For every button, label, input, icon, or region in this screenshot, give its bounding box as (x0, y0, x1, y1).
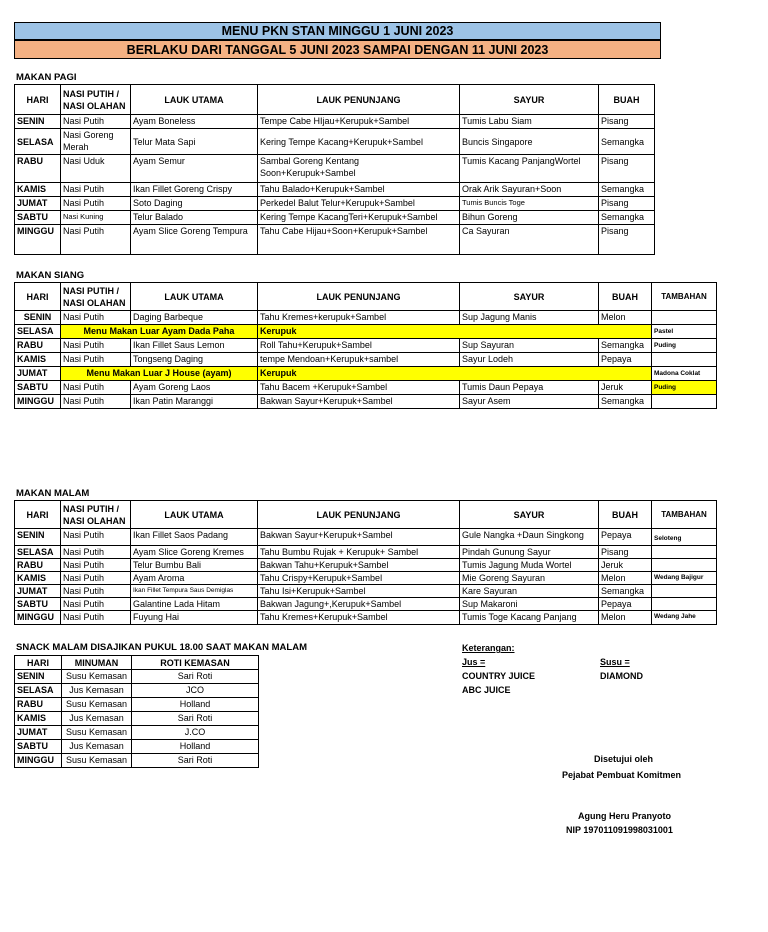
cell-buah: Pisang (599, 546, 652, 559)
table-row (15, 712, 259, 726)
cell-lauk: Soto Daging (131, 197, 258, 211)
cell-nasi: Nasi Putih (61, 395, 131, 409)
cell-sayur: Sup Sayuran (460, 339, 599, 353)
table-row (15, 726, 259, 740)
col-buah: BUAH (599, 283, 652, 311)
cell-hari: RABU (15, 155, 61, 183)
cell-tambahan: Wedang Jahe (652, 611, 717, 625)
cell-tambahan: Wedang Bajigur (652, 572, 717, 585)
susu-label: Susu = (600, 657, 630, 667)
cell-buah: Semangka (599, 183, 655, 197)
table-row (15, 740, 259, 754)
cell-lauk: Tongseng Daging (131, 353, 258, 367)
cell-penunjang: Tahu Isi+Kerupuk+Sambel (258, 585, 460, 598)
cell-tambahan (652, 395, 717, 409)
cell-hari: SELASA (15, 684, 62, 698)
table-row (15, 155, 655, 183)
cell-lauk: Ikan Fillet Saos Padang (131, 529, 258, 546)
cell-lauk: Galantine Lada Hitam (131, 598, 258, 611)
cell-sayur: Sup Makaroni (460, 598, 599, 611)
cell-minuman: Jus Kemasan (62, 740, 132, 754)
cell-hari: JUMAT (15, 585, 61, 598)
cell-hari: MINGGU (15, 611, 61, 625)
cell-sayur: Ca Sayuran (460, 225, 599, 255)
col-sayur: SAYUR (460, 283, 599, 311)
cell-hari: SENIN (15, 529, 61, 546)
col-sayur: SAYUR (460, 85, 599, 115)
cell-nasi: Nasi Putih (61, 225, 131, 255)
cell-buah: Pepaya (599, 529, 652, 546)
cell-sayur: Tumis Buncis Toge (460, 197, 599, 211)
cell-hari: SABTU (15, 381, 61, 395)
cell-penunjang: Perkedel Balut Telur+Kerupuk+Sambel (258, 197, 460, 211)
cell-lauk: Telur Mata Sapi (131, 129, 258, 155)
cell-nasi: Nasi Putih (61, 546, 131, 559)
cell-hari: SENIN (15, 115, 61, 129)
cell-penunjang: Tahu Kremes+Kerupuk+Sambel (258, 611, 460, 625)
cell-hari: SELASA (15, 325, 61, 339)
cell-menu-luar: Menu Makan Luar J House (ayam) (61, 367, 258, 381)
table-row (15, 598, 717, 611)
table-snack (14, 655, 259, 768)
cell-penunjang: Kerupuk (258, 325, 652, 339)
cell-penunjang: Bakwan Sayur+Kerupuk+Sambel (258, 529, 460, 546)
cell-sayur: Tumis Jagung Muda Wortel (460, 559, 599, 572)
cell-sayur: Bihun Goreng (460, 211, 599, 225)
section-title-pagi: MAKAN PAGI (16, 72, 77, 83)
cell-buah: Semangka (599, 339, 652, 353)
cell-buah: Semangka (599, 129, 655, 155)
cell-sayur: Kare Sayuran (460, 585, 599, 598)
cell-nasi: Nasi Kuning (61, 211, 131, 225)
cell-penunjang: Tahu Crispy+Kerupuk+Sambel (258, 572, 460, 585)
cell-menu-luar: Menu Makan Luar Ayam Dada Paha (61, 325, 258, 339)
cell-nasi: Nasi Putih (61, 611, 131, 625)
cell-hari: SABTU (15, 740, 62, 754)
table-row (15, 225, 655, 255)
cell-penunjang: tempe Mendoan+Kerupuk+sambel (258, 353, 460, 367)
col-nasi: NASI PUTIH / NASI OLAHAN (61, 85, 131, 115)
cell-hari: KAMIS (15, 353, 61, 367)
cell-roti: Sari Roti (132, 670, 259, 684)
cell-buah: Jeruk (599, 559, 652, 572)
cell-hari: KAMIS (15, 572, 61, 585)
cell-nasi: Nasi Putih (61, 311, 131, 325)
table-row (15, 529, 717, 546)
jus-brand-1: COUNTRY JUICE (462, 671, 536, 681)
cell-tambahan (652, 559, 717, 572)
cell-penunjang: Kering Tempe Kacang+Kerupuk+Sambel (258, 129, 460, 155)
cell-penunjang: Tahu Balado+Kerupuk+Sambel (258, 183, 460, 197)
cell-lauk: Ikan Fillet Goreng Crispy (131, 183, 258, 197)
cell-buah: Pisang (599, 115, 655, 129)
cell-lauk: Fuyung Hai (131, 611, 258, 625)
cell-hari: JUMAT (15, 367, 61, 381)
col-hari: HARI (15, 501, 61, 529)
col-hari: HARI (15, 656, 62, 670)
cell-penunjang: Tahu Bumbu Rujak + Kerupuk+ Sambel (258, 546, 460, 559)
cell-tambahan (652, 585, 717, 598)
cell-nasi: Nasi Putih (61, 381, 131, 395)
cell-buah: Melon (599, 311, 652, 325)
cell-lauk: Ikan Patin Maranggi (131, 395, 258, 409)
table-siang (14, 282, 717, 409)
col-buah: BUAH (599, 85, 655, 115)
cell-buah: Melon (599, 572, 652, 585)
cell-sayur: Gule Nangka +Daun Singkong (460, 529, 599, 546)
cell-hari: MINGGU (15, 225, 61, 255)
table-row (15, 395, 717, 409)
col-lauk-utama: LAUK UTAMA (131, 501, 258, 529)
col-hari: HARI (15, 85, 61, 115)
col-hari: HARI (15, 283, 61, 311)
cell-buah: Pepaya (599, 598, 652, 611)
cell-sayur: Tumis Toge Kacang Panjang (460, 611, 599, 625)
table-row (15, 211, 655, 225)
table-row (15, 698, 259, 712)
table-row (15, 367, 717, 381)
cell-roti: Sari Roti (132, 754, 259, 768)
cell-buah: Semangka (599, 211, 655, 225)
cell-hari: RABU (15, 339, 61, 353)
approver-name: Agung Heru Pranyoto (578, 811, 672, 821)
col-roti: ROTI KEMASAN (132, 656, 259, 670)
cell-minuman: Susu Kemasan (62, 670, 132, 684)
cell-hari: RABU (15, 698, 62, 712)
col-minuman: MINUMAN (62, 656, 132, 670)
table-row (15, 572, 717, 585)
cell-lauk: Ayam Semur (131, 155, 258, 183)
cell-lauk: Ayam Slice Goreng Kremes (131, 546, 258, 559)
cell-buah: Pisang (599, 225, 655, 255)
col-sayur: SAYUR (460, 501, 599, 529)
section-title-malam: MAKAN MALAM (16, 488, 90, 499)
cell-minuman: Susu Kemasan (62, 726, 132, 740)
cell-buah: Semangka (599, 585, 652, 598)
cell-roti: Sari Roti (132, 712, 259, 726)
col-buah: BUAH (599, 501, 652, 529)
cell-lauk: Ikan Fillet Tempura Saus Demiglas (131, 585, 258, 598)
cell-sayur: Pindah Gunung Sayur (460, 546, 599, 559)
cell-nasi: Nasi Putih (61, 183, 131, 197)
approval-line2: Pejabat Pembuat Komitmen (562, 770, 682, 780)
col-tambahan: TAMBAHAN (652, 501, 717, 529)
table-row (15, 611, 717, 625)
table-pagi (14, 84, 655, 255)
table-row (15, 115, 655, 129)
cell-minuman: Susu Kemasan (62, 754, 132, 768)
cell-roti: JCO (132, 684, 259, 698)
cell-penunjang: Kering Tempe KacangTeri+Kerupuk+Sambel (258, 211, 460, 225)
cell-lauk: Daging Barbeque (131, 311, 258, 325)
cell-tambahan (652, 598, 717, 611)
cell-sayur: Sayur Asem (460, 395, 599, 409)
cell-penunjang: Tahu Kremes+kerupuk+Sambel (258, 311, 460, 325)
cell-penunjang: Tahu Bacem +Kerupuk+Sambel (258, 381, 460, 395)
cell-sayur: Sayur Lodeh (460, 353, 599, 367)
cell-hari: SENIN (15, 670, 62, 684)
table-row (15, 311, 717, 325)
cell-nasi: Nasi Putih (61, 598, 131, 611)
table-row (15, 585, 717, 598)
cell-hari: MINGGU (15, 395, 61, 409)
cell-nasi: Nasi Putih (61, 353, 131, 367)
cell-penunjang: Roll Tahu+Kerupuk+Sambel (258, 339, 460, 353)
cell-lauk: Ikan Fillet Saus Lemon (131, 339, 258, 353)
cell-buah: Jeruk (599, 381, 652, 395)
table-row (15, 325, 717, 339)
table-row (15, 381, 717, 395)
table-row (15, 670, 259, 684)
cell-lauk: Ayam Aroma (131, 572, 258, 585)
cell-lauk: Telur Balado (131, 211, 258, 225)
table-row (15, 183, 655, 197)
approval-line1: Disetujui oleh (594, 754, 654, 764)
cell-tambahan (652, 546, 717, 559)
cell-hari: JUMAT (15, 726, 62, 740)
cell-hari: SENIN (15, 311, 61, 325)
cell-nasi: Nasi Putih (61, 559, 131, 572)
cell-hari: KAMIS (15, 712, 62, 726)
table-malam (14, 500, 717, 625)
cell-roti: Holland (132, 740, 259, 754)
cell-tambahan: Puding (652, 339, 717, 353)
keterangan-title: Keterangan: (462, 643, 515, 653)
cell-hari: KAMIS (15, 183, 61, 197)
cell-nasi: Nasi Putih (61, 339, 131, 353)
cell-hari: MINGGU (15, 754, 62, 768)
cell-penunjang: Bakwan Jagung+,Kerupuk+Sambel (258, 598, 460, 611)
cell-sayur: Tumis Daun Pepaya (460, 381, 599, 395)
cell-buah: Pepaya (599, 353, 652, 367)
table-row (15, 546, 717, 559)
cell-hari: SELASA (15, 546, 61, 559)
table-row (15, 197, 655, 211)
cell-tambahan: Puding (652, 381, 717, 395)
cell-sayur: Tumis Kacang PanjangWortel (460, 155, 599, 183)
cell-lauk: Ayam Boneless (131, 115, 258, 129)
cell-minuman: Jus Kemasan (62, 684, 132, 698)
cell-sayur: Sup Jagung Manis (460, 311, 599, 325)
table-row (15, 129, 655, 155)
menu-title: MENU PKN STAN MINGGU 1 JUNI 2023 (14, 22, 661, 40)
cell-nasi: Nasi Putih (61, 197, 131, 211)
jus-label: Jus = (462, 657, 486, 667)
cell-penunjang: Bakwan Tahu+Kerupuk+Sambel (258, 559, 460, 572)
cell-nasi: Nasi Uduk (61, 155, 131, 183)
table-row (15, 559, 717, 572)
cell-tambahan (652, 311, 717, 325)
cell-minuman: Susu Kemasan (62, 698, 132, 712)
cell-buah: Melon (599, 611, 652, 625)
cell-penunjang: Kerupuk (258, 367, 652, 381)
col-lauk-penunjang: LAUK PENUNJANG (258, 85, 460, 115)
table-row (15, 339, 717, 353)
cell-roti: J.CO (132, 726, 259, 740)
cell-nasi: Nasi Putih (61, 529, 131, 546)
cell-hari: RABU (15, 559, 61, 572)
cell-sayur: Buncis Singapore (460, 129, 599, 155)
cell-tambahan (652, 353, 717, 367)
cell-hari: SABTU (15, 211, 61, 225)
cell-roti: Holland (132, 698, 259, 712)
cell-nasi: Nasi Putih (61, 115, 131, 129)
col-nasi: NASI PUTIH / NASI OLAHAN (61, 501, 131, 529)
table-row (15, 353, 717, 367)
cell-nasi: Nasi Putih (61, 585, 131, 598)
cell-penunjang: Sambal Goreng Kentang Soon+Kerupuk+Sambel (258, 155, 460, 183)
cell-tambahan: Seloteng (652, 529, 717, 546)
cell-tambahan: Madona Coklat (652, 367, 717, 381)
col-lauk-utama: LAUK UTAMA (131, 283, 258, 311)
col-lauk-utama: LAUK UTAMA (131, 85, 258, 115)
cell-penunjang: Tempe Cabe HIjau+Kerupuk+Sambel (258, 115, 460, 129)
cell-hari: JUMAT (15, 197, 61, 211)
cell-buah: Pisang (599, 155, 655, 183)
cell-nasi: Nasi Putih (61, 572, 131, 585)
cell-hari: SELASA (15, 129, 61, 155)
section-title-siang: MAKAN SIANG (16, 270, 85, 281)
susu-brand-1: DIAMOND (600, 671, 643, 681)
cell-penunjang: Bakwan Sayur+Kerupuk+Sambel (258, 395, 460, 409)
cell-lauk: Ayam Slice Goreng Tempura (131, 225, 258, 255)
cell-sayur: Tumis Labu Siam (460, 115, 599, 129)
col-lauk-penunjang: LAUK PENUNJANG (258, 501, 460, 529)
cell-tambahan: Pastel (652, 325, 717, 339)
cell-lauk: Ayam Goreng Laos (131, 381, 258, 395)
table-row (15, 754, 259, 768)
approver-nip: NIP 197011091998031001 (566, 825, 673, 835)
table-row (15, 684, 259, 698)
section-title-snack: SNACK MALAM DISAJIKAN PUKUL 18.00 SAAT MAKAN MALAM (16, 642, 307, 653)
cell-nasi: Nasi Goreng Merah (61, 129, 131, 155)
col-nasi: NASI PUTIH / NASI OLAHAN (61, 283, 131, 311)
col-lauk-penunjang: LAUK PENUNJANG (258, 283, 460, 311)
cell-sayur: Orak Arik Sayuran+Soon (460, 183, 599, 197)
cell-buah: Semangka (599, 395, 652, 409)
cell-hari: SABTU (15, 598, 61, 611)
jus-brand-2: ABC JUICE (462, 685, 511, 695)
cell-sayur: Mie Goreng Sayuran (460, 572, 599, 585)
cell-minuman: Jus Kemasan (62, 712, 132, 726)
cell-penunjang: Tahu Cabe Hijau+Soon+Kerupuk+Sambel (258, 225, 460, 255)
menu-subtitle: BERLAKU DARI TANGGAL 5 JUNI 2023 SAMPAI DENGAN 11 JUNI 2023 (14, 40, 661, 59)
col-tambahan: TAMBAHAN (652, 283, 717, 311)
cell-lauk: Telur Bumbu Bali (131, 559, 258, 572)
cell-buah: Pisang (599, 197, 655, 211)
